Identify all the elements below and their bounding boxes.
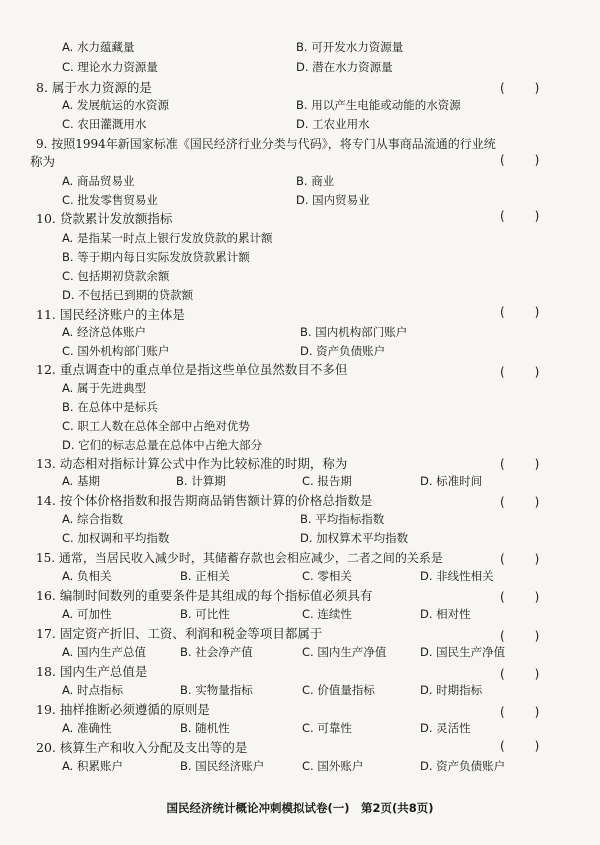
q9-stem-line2: 称为 [30,154,56,169]
q12-option-d: D. 它们的标志总量在总体中占绝大部分 [62,438,263,452]
q8-stem: 8. 属于水力资源的是 [36,80,152,95]
q11-option-c: C. 国外机构部门账户 [62,344,170,358]
q20-option-d: D. 资产负债账户 [420,759,506,773]
q9-answer-bracket: ( ) [500,153,542,167]
q7-option-d: D. 潜在水力资源量 [296,60,393,74]
q11-option-d: D. 资产负债账户 [300,344,386,358]
q18-option-b: B. 实物量指标 [180,683,253,697]
q15-option-c: C. 零相关 [302,569,352,583]
q13-stem: 13. 动态相对指标计算公式中作为比较标准的时期，称为 [36,456,348,471]
q15-answer-bracket: ( ) [500,552,542,566]
q11-answer-bracket: ( ) [500,305,542,319]
q9-option-c: C. 批发零售贸易业 [62,193,158,207]
q11-option-b: B. 国内机构部门账户 [300,325,408,339]
q19-option-c: C. 可靠性 [302,721,352,735]
q7-option-c: C. 理论水力资源量 [62,60,158,74]
q20-option-c: C. 国外账户 [302,759,364,773]
q8-option-c: C. 农田灌溉用水 [62,117,147,131]
q12-option-a: A. 属于先进典型 [62,381,146,395]
q17-option-b: B. 社会净产值 [180,645,253,659]
q13-option-a: A. 基期 [62,474,100,488]
q19-stem: 19. 抽样推断必须遵循的原则是 [36,702,210,717]
q17-option-c: C. 国内生产净值 [302,645,387,659]
q10-option-d: D. 不包括已到期的贷款额 [62,288,194,302]
q14-option-c: C. 加权调和平均指数 [62,531,170,545]
q13-answer-bracket: ( ) [500,457,542,471]
q9-option-b: B. 商业 [296,174,335,188]
q16-answer-bracket: ( ) [500,590,542,604]
q11-stem: 11. 国民经济账户的主体是 [36,307,185,322]
q8-option-b: B. 用以产生电能或动能的水资源 [296,98,461,112]
q20-option-a: A. 积累账户 [62,759,123,773]
q16-option-c: C. 连续性 [302,607,352,621]
q17-option-d: D. 国民生产净值 [420,645,506,659]
q18-stem: 18. 国内生产总值是 [36,664,148,679]
page-footer: 国民经济统计概论冲刺模拟试卷(一) 第2页(共8页) [166,801,434,815]
q17-option-a: A. 国内生产总值 [62,645,146,659]
q16-option-b: B. 可比性 [180,607,230,621]
q12-option-c: C. 职工人数在总体全部中占绝对优势 [62,419,250,433]
q19-option-a: A. 准确性 [62,721,112,735]
q14-stem: 14. 按个体价格指数和报告期商品销售额计算的价格总指数是 [36,493,373,508]
q8-option-a: A. 发展航运的水资源 [62,98,169,112]
q20-stem: 20. 核算生产和收入分配及支出等的是 [36,740,248,755]
q14-option-a: A. 综合指数 [62,512,123,526]
q16-option-a: A. 可加性 [62,607,112,621]
q15-option-a: A. 负相关 [62,569,112,583]
q17-stem: 17. 固定资产折旧、工资、利润和税金等项目都属于 [36,626,323,641]
q9-option-a: A. 商品贸易业 [62,174,135,188]
q13-option-b: B. 计算期 [176,474,226,488]
q10-option-c: C. 包括期初贷款余额 [62,269,170,283]
q10-answer-bracket: ( ) [500,209,542,223]
q7-option-a: A. 水力蕴藏量 [62,40,135,54]
q14-option-b: B. 平均指标指数 [300,512,385,526]
q8-option-d: D. 工农业用水 [296,117,370,131]
q15-option-d: D. 非线性相关 [420,569,494,583]
q12-stem: 12. 重点调查中的重点单位是指这些单位虽然数目不多但 [36,362,348,377]
q13-option-c: C. 报告期 [302,474,352,488]
q19-answer-bracket: ( ) [500,705,542,719]
q17-answer-bracket: ( ) [500,629,542,643]
q10-option-b: B. 等于期内每日实际发放贷款累计额 [62,250,250,264]
q18-option-a: A. 时点指标 [62,683,123,697]
q10-option-a: A. 是指某一时点上银行发放贷款的累计额 [62,231,273,245]
q12-answer-bracket: ( ) [500,365,542,379]
q20-option-b: B. 国民经济账户 [180,759,265,773]
q14-answer-bracket: ( ) [500,495,542,509]
q16-stem: 16. 编制时间数列的重要条件是其组成的每个指标值必须具有 [36,588,373,603]
q10-stem: 10. 贷款累计发放额指标 [36,211,173,226]
q16-option-d: D. 相对性 [420,607,471,621]
q11-option-a: A. 经济总体账户 [62,325,146,339]
q13-option-d: D. 标准时间 [420,474,483,488]
q8-answer-bracket: ( ) [500,81,542,95]
q14-option-d: D. 加权算术平均指数 [300,531,409,545]
q12-option-b: B. 在总体中是标兵 [62,400,158,414]
q15-stem: 15. 通常，当居民收入减少时，其储蓄存款也会相应减少，二者之间的关系是 [36,551,443,565]
q9-option-d: D. 国内贸易业 [296,193,370,207]
q9-stem-line1: 9. 按照1994年新国家标准《国民经济行业分类与代码》，将专门从事商品流通的行业统 [36,137,496,151]
q18-answer-bracket: ( ) [500,667,542,681]
q15-option-b: B. 正相关 [180,569,230,583]
q19-option-d: D. 灵活性 [420,721,471,735]
q7-option-b: B. 可开发水力资源量 [296,40,404,54]
q18-option-c: C. 价值量指标 [302,683,375,697]
q20-answer-bracket: ( ) [500,739,542,753]
q19-option-b: B. 随机性 [180,721,230,735]
q18-option-d: D. 时期指标 [420,683,483,697]
